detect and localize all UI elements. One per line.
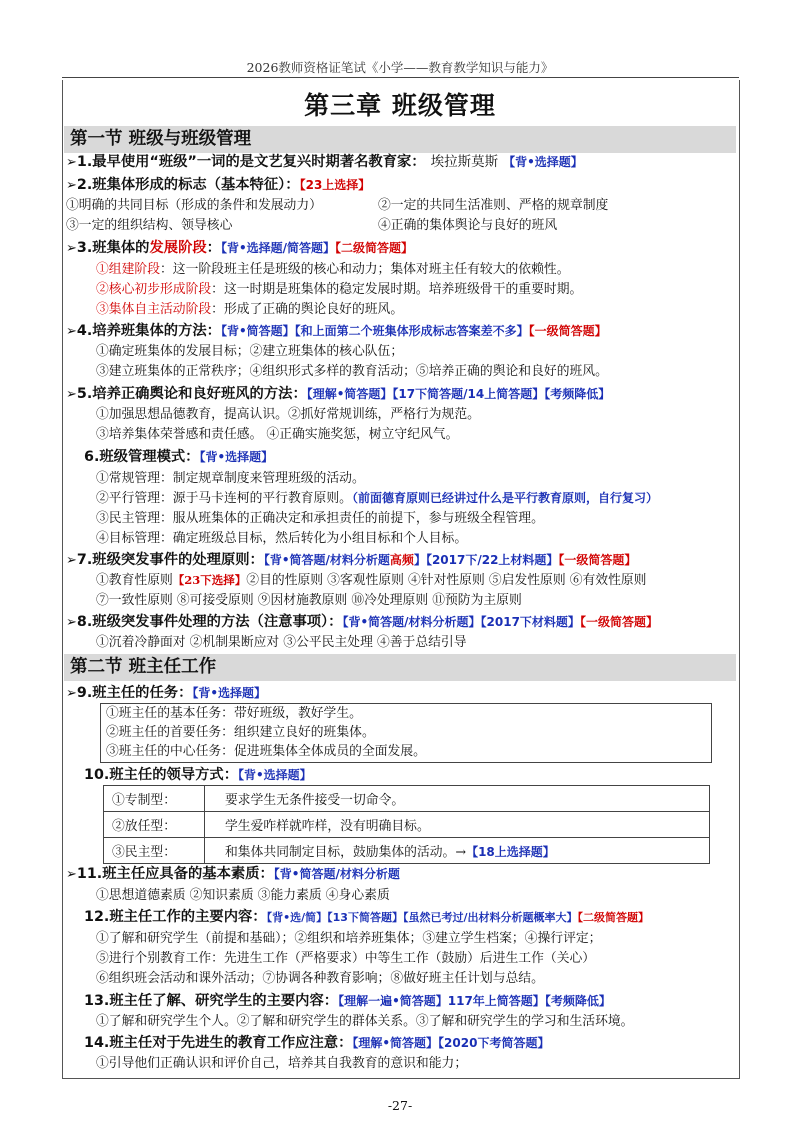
q8-line: ①沉着冷静面对 ②机制果断应对 ③公平民主处理 ④善于总结引导 bbox=[96, 635, 467, 650]
q6-line: ④目标管理：确定班级总目标，然后转化为小组目标和个人目标。 bbox=[96, 531, 468, 546]
q1-text: 1.最早使用“班级”一词的是文艺复兴时期著名教育家： bbox=[76, 154, 426, 170]
q12-tag2: 【二级简答题】 bbox=[577, 911, 649, 924]
q9-line: ②班主任的首要任务：组织建立良好的班集体。 bbox=[106, 725, 375, 740]
arrow-icon: ➢ bbox=[66, 241, 77, 256]
section-heading-2: 第二节 班主任工作 bbox=[64, 654, 736, 681]
arrow-icon: ➢ bbox=[66, 867, 77, 882]
q2-item: ②一定的共同生活准则、严格的规章制度 bbox=[378, 198, 609, 213]
q5-tag: 【理解•简答题】【17下简答题/14上简答题】【考频降低】 bbox=[306, 387, 611, 401]
q7-tag2: 【一级简答题】 bbox=[558, 553, 637, 567]
arrow-icon: ➢ bbox=[66, 553, 77, 568]
q6-line: ③民主管理：服从班集体的正确决定和承担责任的前提下，参与班级全程管理。 bbox=[96, 511, 544, 526]
q7-tag: 【背•简答题/材料分析题 bbox=[263, 553, 390, 567]
q7-text: 7.班级突发事件的处理原则： bbox=[76, 552, 264, 568]
page-header: 2026教师资格证笔试《小学——教育教学知识与能力》 bbox=[246, 60, 554, 75]
q6-tag: 【背•选择题】 bbox=[199, 450, 274, 464]
q9-tag: 【背•选择题】 bbox=[192, 686, 267, 700]
q3-tag2: 【二级简答题】 bbox=[335, 241, 414, 255]
q3-red: 发展阶段 bbox=[149, 240, 207, 256]
q10-text: 10.班主任的领导方式： bbox=[84, 767, 238, 783]
table-cell: ①专制型： bbox=[104, 786, 205, 812]
q14-tag: 【理解•简答题】【2020下考简答题】 bbox=[352, 1036, 550, 1050]
q13-tag: 【理解一遍•简答题】117年上简答题】 bbox=[338, 994, 545, 1008]
q12-line: ⑤进行个别教育工作：先进生工作（严格要求）中等生工作（鼓励）后进生工作（关心） bbox=[96, 951, 596, 966]
q12-line: ①了解和研究学生（前提和基础）；②组织和培养班集体；③建立学生档案；④操行评定； bbox=[96, 931, 602, 946]
arrow-icon: ➢ bbox=[66, 178, 77, 193]
question-9 bbox=[66, 683, 266, 704]
question-2 bbox=[66, 175, 370, 196]
q2-item: ①明确的共同目标（形成的条件和发展动力） bbox=[66, 198, 322, 213]
question-6 bbox=[84, 447, 273, 467]
q13-line: ①了解和研究学生个人。②了解和研究学生的群体关系。③了解和研究学生的学习和生活环境。 bbox=[96, 1014, 634, 1029]
table-cell: ③民主型： bbox=[104, 838, 205, 864]
question-7: ➢7.班级突发事件的处理原则：【背•简答题/材料分析题高频】【2017下/22上材料题】【一级简答题】 bbox=[66, 552, 637, 568]
q4-text: 4.培养班集体的方法： bbox=[76, 323, 221, 339]
q3-line: ③集体自主活动阶段：形成了正确的舆论良好的班风。 bbox=[96, 302, 404, 317]
q1-answer: 埃拉斯莫斯 bbox=[430, 154, 499, 170]
q6-line: ②平行管理：源于马卡连柯的平行教育原则。（前面德育原则已经讲过什么是平行教育原则，自行复习） bbox=[96, 491, 658, 506]
table-cell: 和集体共同制定目标，鼓励集体的活动。→【18上选择题】 bbox=[205, 838, 710, 864]
q3-tag: 【背•选择题/简答题】 bbox=[220, 241, 336, 255]
question-13 bbox=[84, 991, 611, 1011]
q6-text: 6.班级管理模式： bbox=[84, 449, 200, 465]
table-row bbox=[104, 812, 710, 838]
header-divider bbox=[62, 77, 739, 78]
q2-item: ④正确的集体舆论与良好的班风 bbox=[378, 218, 558, 233]
page-number: -27- bbox=[387, 1098, 413, 1113]
question-8 bbox=[66, 612, 658, 633]
q3-line: ①组建阶段：这一阶段班主任是班级的核心和动力；集体对班主任有较大的依赖性。 bbox=[96, 262, 570, 277]
leadership-table bbox=[103, 785, 710, 864]
table-row bbox=[104, 838, 710, 864]
q8-tag: 【背•简答题/材料分析题】【2017下材料题】 bbox=[342, 615, 580, 629]
table-row bbox=[104, 786, 710, 812]
arrow-icon: ➢ bbox=[66, 686, 77, 701]
section-heading-1: 第一节 班级与班级管理 bbox=[64, 126, 736, 153]
q2-item: ③一定的组织结构、领导核心 bbox=[66, 218, 233, 233]
q11-tag: 【背•简答题/材料分析题 bbox=[273, 867, 400, 881]
arrow-icon: ➢ bbox=[66, 324, 77, 339]
q12-text: 12.班主任工作的主要内容： bbox=[84, 909, 267, 925]
arrow-icon: ➢ bbox=[66, 155, 77, 170]
table-cell: 要求学生无条件接受一切命令。 bbox=[205, 786, 710, 812]
chapter-title: 第三章 班级管理 bbox=[304, 91, 496, 120]
question-4 bbox=[66, 321, 607, 342]
question-5 bbox=[66, 384, 610, 405]
q3-pre: 3.班集体的 bbox=[76, 240, 150, 256]
question-10 bbox=[84, 765, 312, 785]
q4-line: ③建立班集体的正常秩序；④组织形式多样的教育活动；⑤培养正确的舆论和良好的班风。 bbox=[96, 364, 608, 379]
question-14 bbox=[84, 1033, 549, 1053]
q14-line: ①引导他们正确认识和评价自己，培养其自我教育的意识和能力； bbox=[96, 1056, 468, 1071]
q5-text: 5.培养正确舆论和良好班风的方法： bbox=[76, 386, 307, 402]
q4-tag: 【背•简答题】【和上面第二个班集体形成标志答案差不多】 bbox=[220, 324, 529, 338]
q2-tag: 【23上选择】 bbox=[299, 178, 371, 192]
q7-line: ⑦一致性原则 ⑧可接受原则 ⑨因材施教原则 ⑩冷处理原则 ⑪预防为主原则 bbox=[96, 593, 522, 608]
table-cell: 学生爱咋样就咋样，没有明确目标。 bbox=[205, 812, 710, 838]
q6-line: ①常规管理：制定规章制度来管理班级的活动。 bbox=[96, 471, 365, 486]
q14-text: 14.班主任对于先进生的教育工作应注意： bbox=[84, 1035, 353, 1051]
q7-line: ①教育性原则【23下选择】②目的性原则 ③客观性原则 ④针对性原则 ⑤启发性原则 ⑥有效性原则 bbox=[96, 573, 647, 588]
q9-line: ③班主任的中心任务：促进班集体全体成员的全面发展。 bbox=[106, 744, 426, 759]
arrow-icon: ➢ bbox=[66, 387, 77, 402]
q13-tag2: 【考频降低】 bbox=[544, 994, 611, 1008]
question-3 bbox=[66, 238, 413, 259]
question-1 bbox=[66, 152, 583, 173]
q1-tag: 【背•选择题】 bbox=[503, 155, 583, 169]
q11-line: ①思想道德素质 ②知识素质 ③能力素质 ④身心素质 bbox=[96, 888, 390, 903]
q5-line: ①加强思想品德教育，提高认识。②抓好常规训练，严格行为规范。 bbox=[96, 407, 480, 422]
q9-text: 9.班主任的任务： bbox=[76, 685, 193, 701]
q12-line: ⑥组织班会活动和课外活动；⑦协调各种教育影响；⑧做好班主任计划与总结。 bbox=[96, 971, 544, 986]
q9-line: ①班主任的基本任务：带好班级，教好学生。 bbox=[106, 706, 362, 721]
q5-line: ③培养集体荣誉感和责任感。 ④正确实施奖惩，树立守纪风气。 bbox=[96, 427, 459, 442]
q10-tag: 【背•选择题】 bbox=[238, 768, 312, 782]
q11-text: 11.班主任应具备的基本素质： bbox=[76, 866, 274, 882]
q3-post: ： bbox=[206, 240, 221, 256]
q4-line: ①确定班集体的发展目标；②建立班集体的核心队伍； bbox=[96, 344, 404, 359]
q8-tag2: 【一级简答题】 bbox=[579, 615, 658, 629]
q12-tag: 【背•选/简】【13下简答题】【虽然已考过/出材料分析题概率大】 bbox=[266, 911, 578, 924]
question-12 bbox=[84, 907, 649, 928]
arrow-icon: ➢ bbox=[66, 615, 77, 630]
q4-tag2: 【一级简答题】 bbox=[528, 324, 607, 338]
q13-text: 13.班主任了解、研究学生的主要内容： bbox=[84, 993, 339, 1009]
question-11 bbox=[66, 864, 400, 885]
q2-text: 2.班集体形成的标志（基本特征）： bbox=[76, 177, 300, 193]
q3-line: ②核心初步形成阶段：这一时期是班集体的稳定发展时期。培养班级骨干的重要时期。 bbox=[96, 282, 583, 297]
table-cell: ②放任型： bbox=[104, 812, 205, 838]
q8-text: 8.班级突发事件处理的方法（注意事项）： bbox=[76, 614, 343, 630]
